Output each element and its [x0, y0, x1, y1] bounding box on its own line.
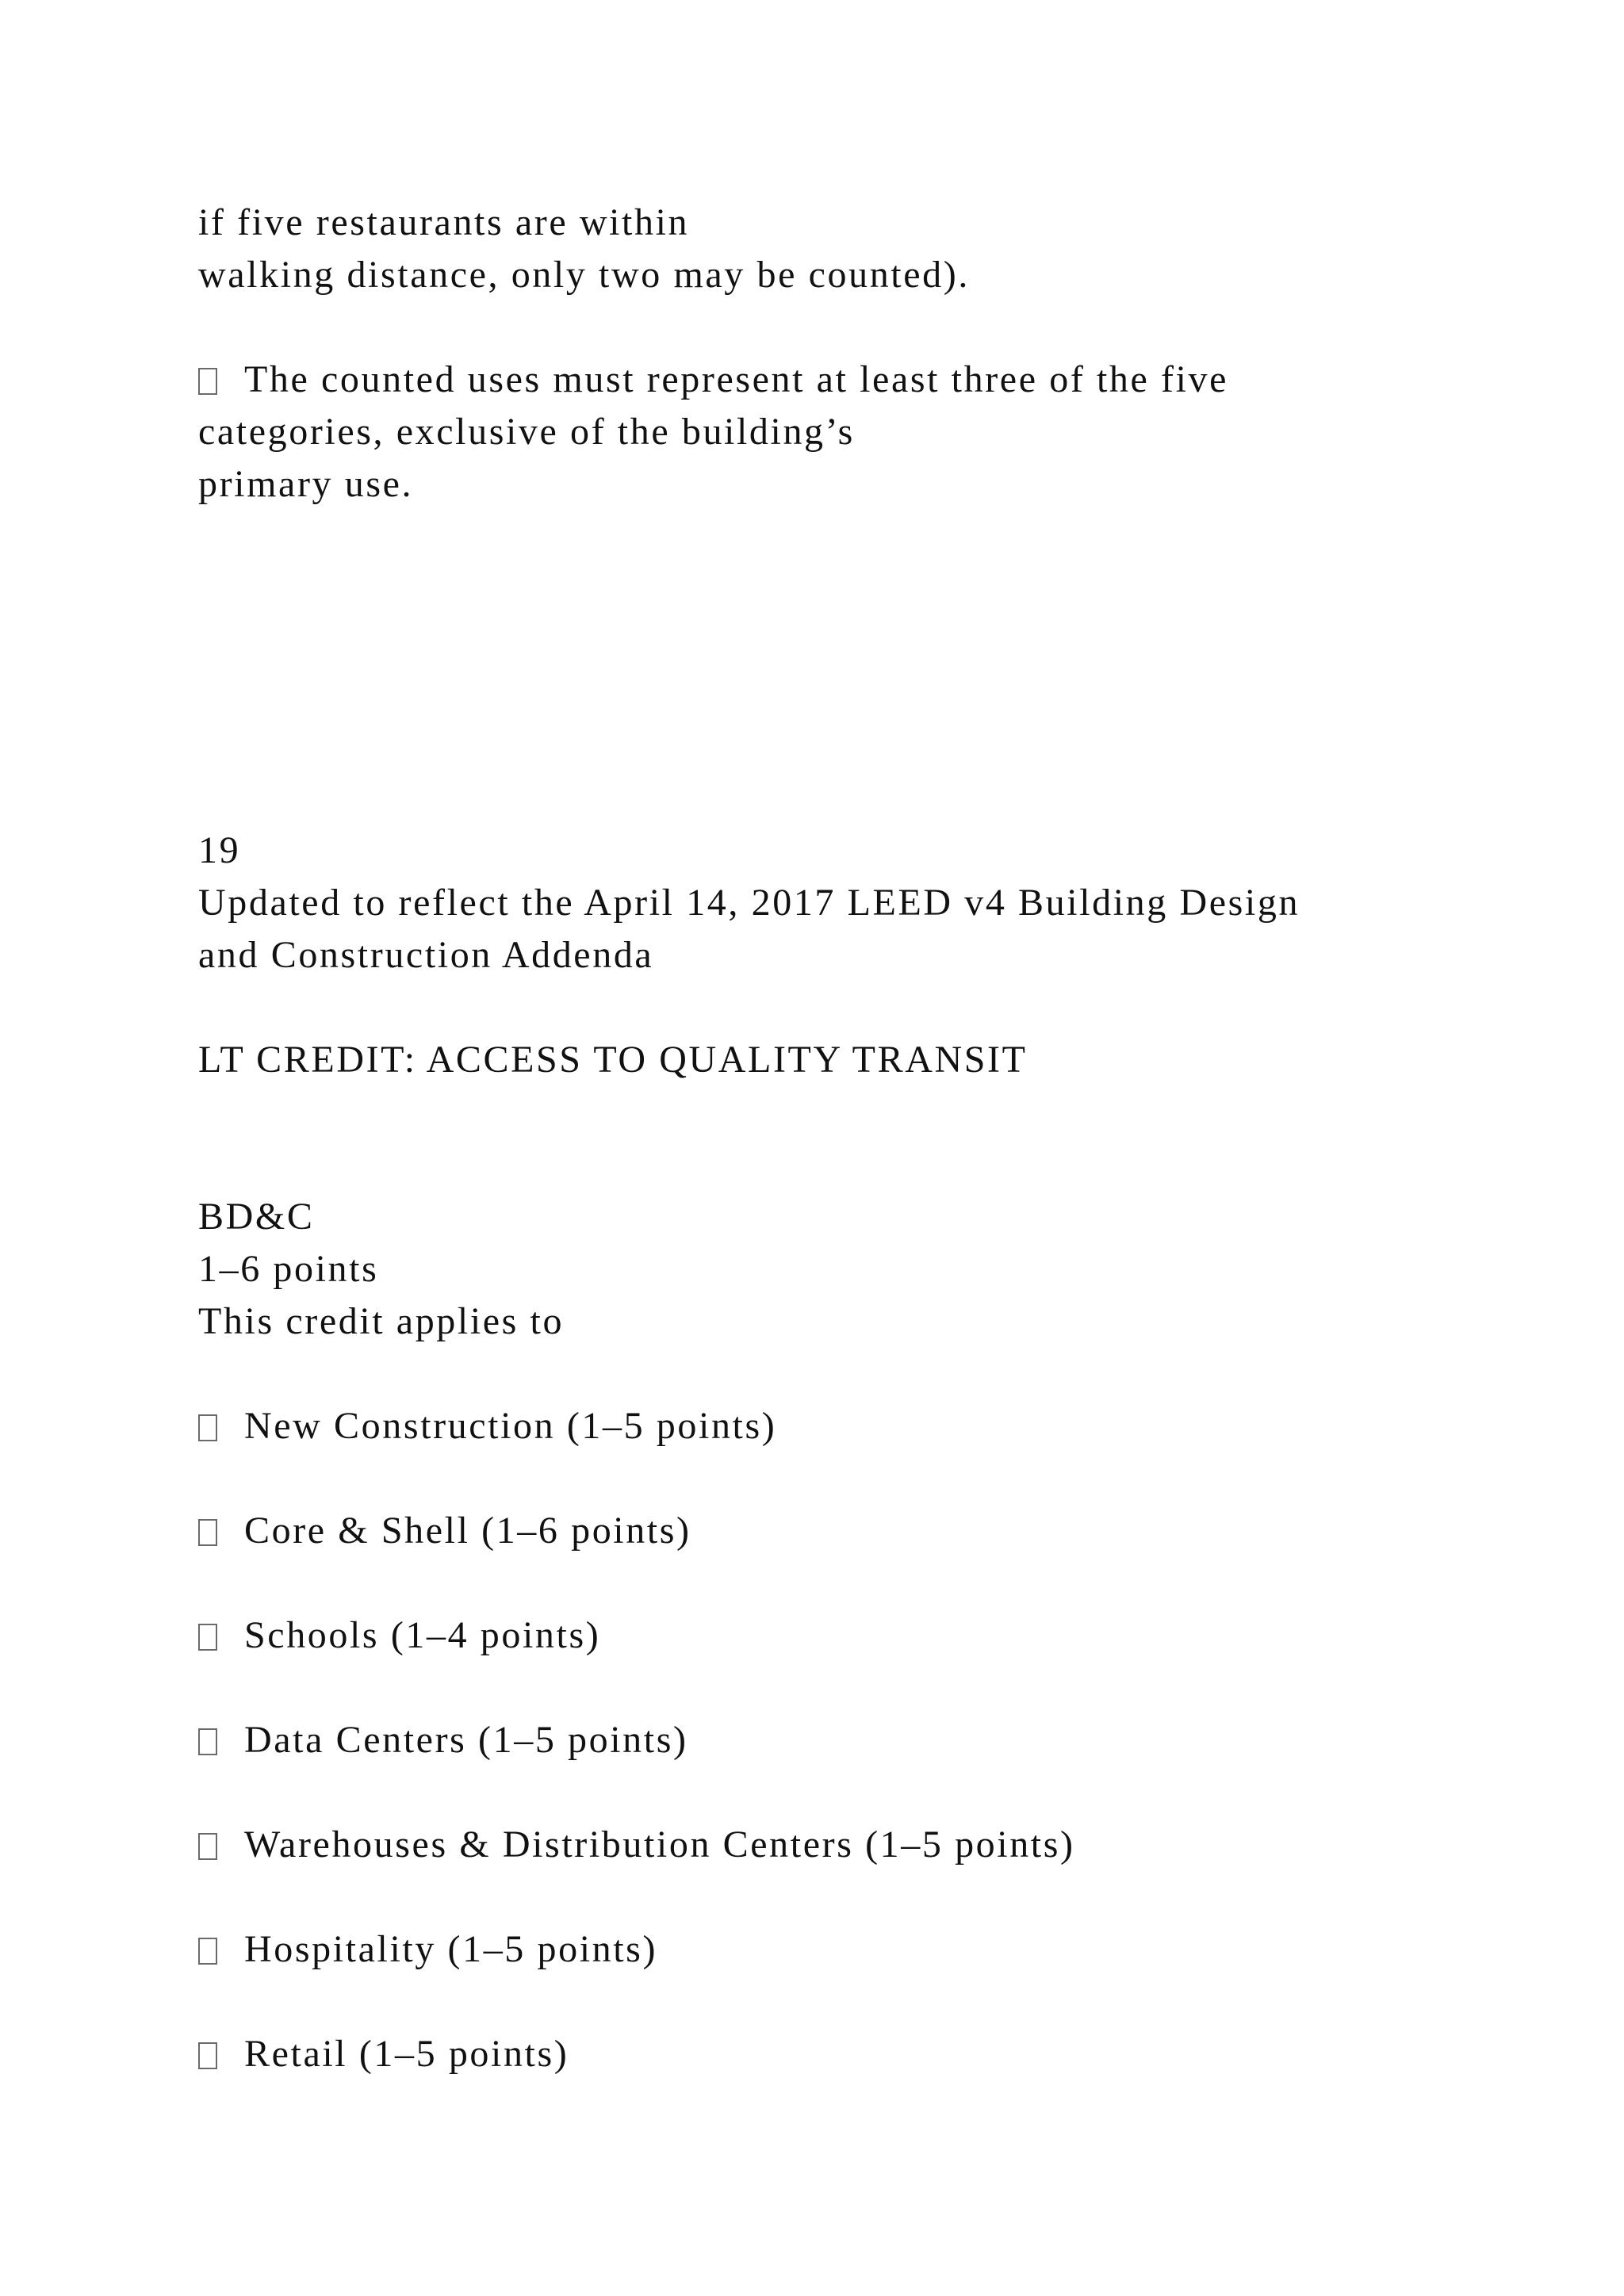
- update-note-line: and Construction Addenda: [198, 934, 654, 976]
- missing-glyph-box-icon: [198, 2042, 217, 2069]
- rating-system: BD&C: [198, 1196, 315, 1238]
- paragraph-line: categories, exclusive of the building’s: [198, 411, 855, 453]
- page-number: 19: [198, 829, 241, 871]
- applies-list-item: Core & Shell (1–6 points): [198, 1505, 691, 1557]
- missing-glyph-box-icon: [198, 1414, 217, 1441]
- paragraph-line: walking distance, only two may be counted).: [198, 254, 970, 296]
- missing-glyph-box-icon: [198, 368, 217, 395]
- bullet-text: The counted uses must represent at least three of the five: [244, 358, 1229, 400]
- missing-glyph-box-icon: [198, 1833, 217, 1860]
- paragraph-line: if five restaurants are within: [198, 201, 690, 243]
- missing-glyph-box-icon: [198, 1624, 217, 1651]
- bullet-item: [198, 354, 1228, 406]
- missing-glyph-box-icon: [198, 1519, 217, 1546]
- missing-glyph-box-icon: [198, 1938, 217, 1965]
- applies-label: This credit applies to: [198, 1300, 565, 1342]
- applies-list-item: Hospitality (1–5 points): [198, 1923, 657, 1976]
- credit-title: LT CREDIT: ACCESS TO QUALITY TRANSIT: [198, 1039, 1028, 1081]
- applies-list-item: Data Centers (1–5 points): [198, 1714, 688, 1766]
- applies-list-item: New Construction (1–5 points): [198, 1400, 776, 1452]
- points-range: 1–6 points: [198, 1248, 379, 1290]
- applies-list-item: Retail (1–5 points): [198, 2028, 569, 2080]
- applies-list-item: Warehouses & Distribution Centers (1–5 points): [198, 1819, 1075, 1871]
- paragraph-line: primary use.: [198, 463, 414, 505]
- update-note-line: Updated to reflect the April 14, 2017 LEED v4 Building Design: [198, 882, 1300, 924]
- applies-list-item: Schools (1–4 points): [198, 1609, 600, 1662]
- missing-glyph-box-icon: [198, 1728, 217, 1755]
